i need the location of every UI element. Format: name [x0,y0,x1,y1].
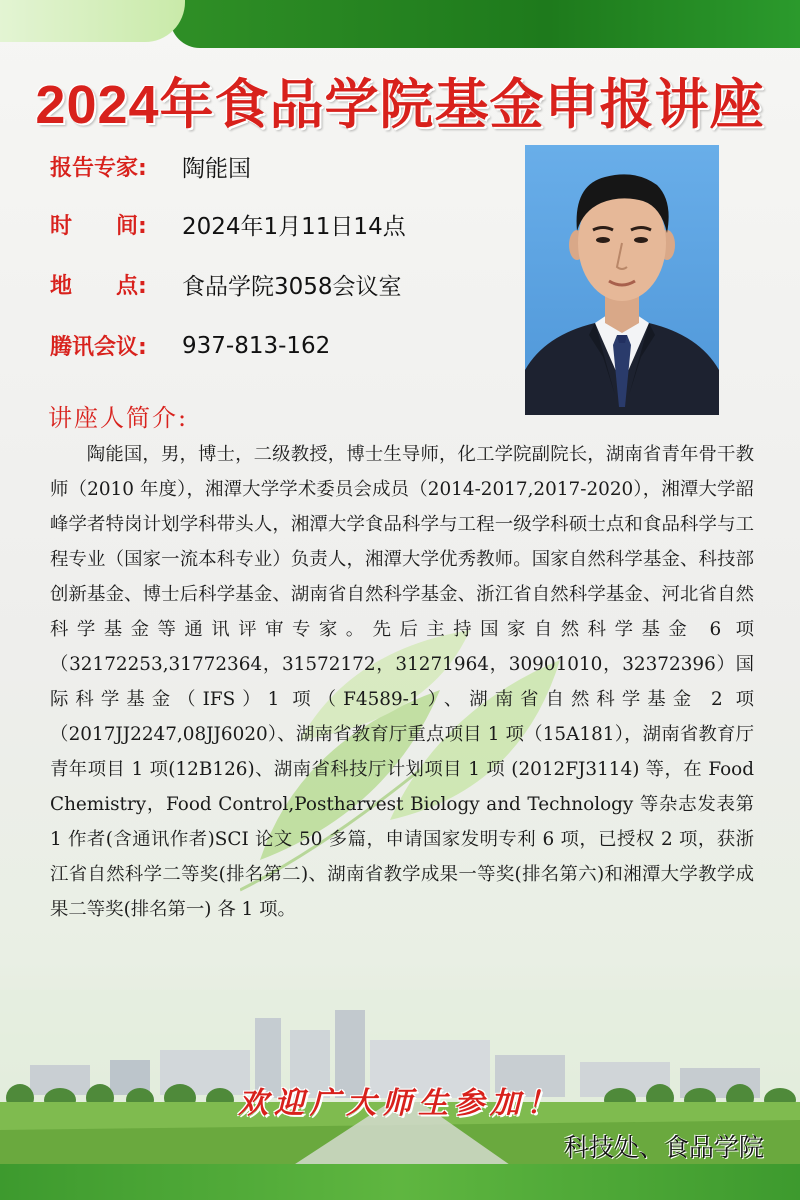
poster-title: 2024年食品学院基金申报讲座 [35,75,765,135]
speaker-portrait [525,145,719,415]
info-row-time [50,208,406,241]
info-row-expert [50,150,251,183]
time-value: 2024年1月11日14点 [182,214,406,240]
bottom-green-band [0,1164,800,1200]
welcome-text: 欢迎广大师生参加！ [238,1086,562,1121]
organizer-text: 科技处、食品学院 [563,1133,764,1162]
place-label: 地 点: [50,274,147,299]
portrait-illustration [525,145,719,415]
info-row-place [50,268,402,301]
meeting-label: 腾讯会议: [50,335,147,360]
top-green-band [0,0,800,48]
speaker-bio: 陶能国，男，博士，二级教授，博士生导师，化工学院副院长，湖南省青年骨干教师（2010 年度），湘潭大学学术委员会成员（2014-2017,2017-2020），湘潭大学韶峰学者特岗计划学科带头人，湘潭大学食品科学与工程一级学科硕士点和食品科学与工程专业（国家一流本科专业）负责人，湘潭大学优秀教师。国家自然科学基金、科技部创新基金、博士后科学基金、湖南省自然科学基金、浙江省自然科学基金、河北省自然科学基金等通讯评审专家。先后主持国家自然科学基金 6 项（32172253,31772364，31572172，31271964，30901010，32372396）国际科学基金（IFS）1 项（F4589-1）、湖南省自然科学基金 2 项（2017JJ2247,08JJ6020）、湖南省教育厅重点项目 1 项（15A181），湖南省教育厅青年项目 1 项(12B126)、湖南省科技厅计划项目 1 项 (2012FJ3114) 等，在 Food Chemistry，Food Control,Postharvest Biology and Technology 等杂志发表第 1 作者(含通讯作者)SCI 论文 50 多篇，申请国家发明专利 6 项，已授权 2 项，获浙江省自然科学二等奖(排名第二)、湖南省教学成果一等奖(排名第六)和湘潭大学教学成果二等奖(排名第一) 各 1 项。 [50,444,754,920]
meeting-value: 937-813-162 [182,332,331,359]
info-row-meeting [50,330,330,361]
expert-value: 陶能国 [182,156,251,182]
expert-label: 报告专家: [50,156,147,181]
intro-heading: 讲座人简介: [48,404,189,432]
place-value: 食品学院3058会议室 [182,274,402,300]
time-label: 时 间: [50,214,147,239]
